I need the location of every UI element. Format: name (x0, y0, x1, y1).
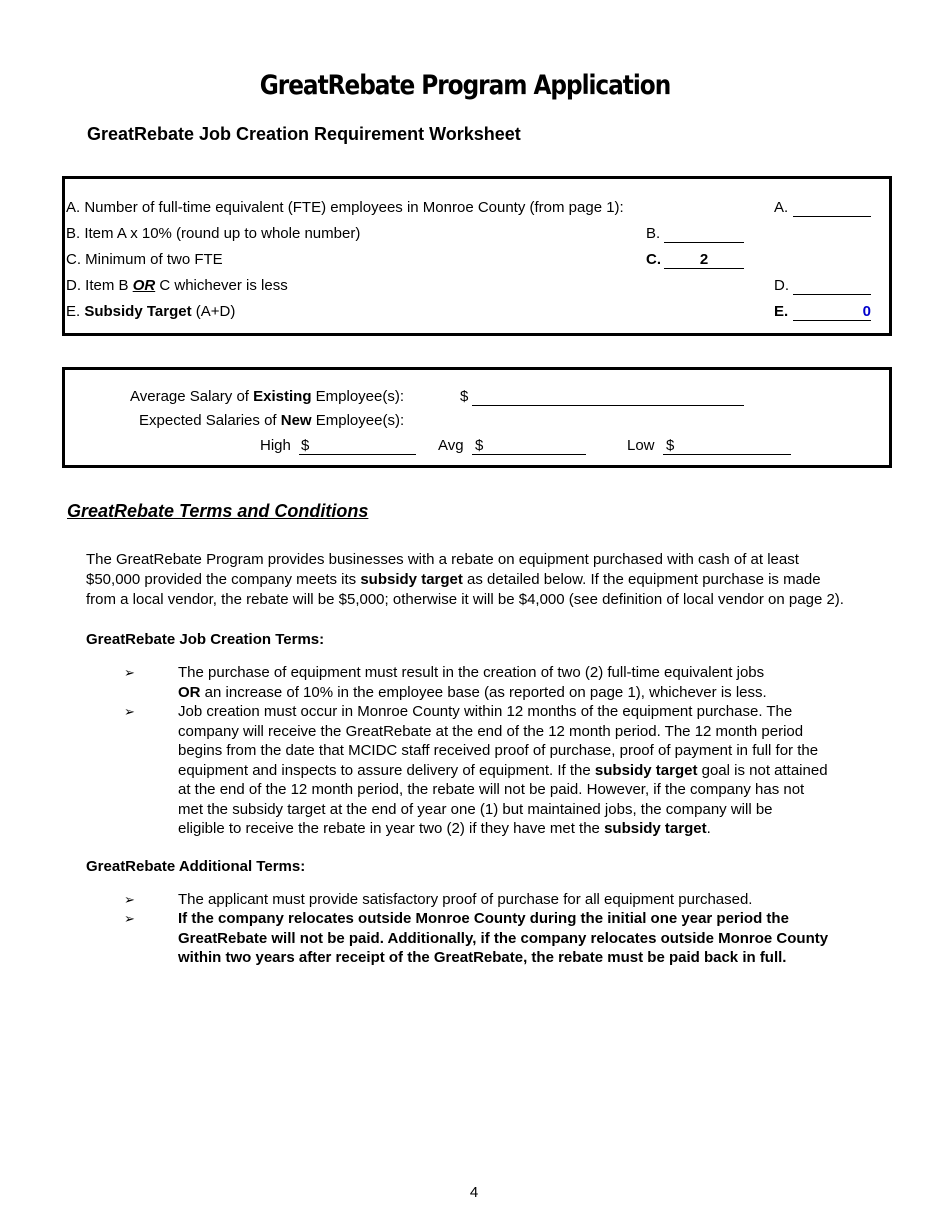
low-label: Low (627, 437, 655, 454)
job-term-2-line-4-a: equipment and inspects to assure delivery of equipment. If the (178, 761, 595, 779)
job-term-1-rest: an increase of 10% in the employee base (as reported on page 1), whichever is less. (200, 683, 767, 701)
row-e-text (66, 303, 235, 321)
additional-term-2-line-1: If the company relocates outside Monroe County during the initial one year period the (178, 910, 789, 927)
job-term-2-line-7-c: . (706, 820, 711, 837)
row-b-input[interactable] (664, 225, 744, 243)
avg-label: Avg (438, 437, 464, 454)
existing-salary-label (130, 388, 404, 406)
low-salary-input[interactable] (663, 437, 791, 455)
page-number: 4 (469, 1184, 479, 1201)
job-creation-heading: GreatRebate Job Creation Terms: (86, 631, 325, 648)
row-d-prefix: D. Item B (66, 277, 133, 294)
bullet-icon: ➢ (124, 892, 135, 907)
intro-line-2 (86, 570, 886, 590)
row-d-suffix: C whichever is less (155, 277, 288, 294)
job-term-2-subsidy-target-2: subsidy target (604, 820, 707, 837)
intro-line-1: The GreatRebate Program provides businesses with a rebate on equipment purchased with cash of at least (86, 551, 799, 568)
high-dollar-sign: $ (301, 437, 310, 454)
existing-salary-input[interactable] (472, 388, 744, 406)
row-a-field-label: A. (774, 199, 789, 216)
high-salary-input[interactable] (299, 437, 416, 455)
intro-line-2-a: $50,000 provided the company meets its (86, 571, 361, 588)
subsidy-target-value[interactable]: 0 (793, 303, 871, 321)
row-e-prefix: E. (66, 303, 85, 320)
intro-paragraph (86, 550, 886, 610)
job-term-2-line-4 (178, 761, 868, 781)
existing-dollar-sign: $ (460, 388, 469, 405)
bullet-icon: ➢ (124, 704, 135, 719)
job-term-2-line-4-c: goal is not attained (697, 761, 828, 779)
row-c-input[interactable]: 2 (664, 251, 744, 269)
row-d-text (66, 277, 288, 295)
row-d-field-label: D. (774, 277, 789, 294)
low-dollar-sign: $ (666, 437, 675, 454)
high-label: High (260, 437, 291, 454)
job-term-2-line-7 (178, 819, 868, 839)
existing-suffix: Employee(s): (311, 388, 405, 405)
intro-line-2-c: as detailed below. If the equipment purchase is made (462, 571, 821, 588)
job-term-1-line-2 (178, 683, 868, 703)
row-b-text: B. Item A x 10% (round up to whole number) (66, 225, 361, 242)
existing-bold: Existing (253, 388, 312, 405)
new-salary-label (139, 412, 404, 430)
job-term-2 (178, 702, 868, 839)
additional-term-2-line-3: within two years after receipt of the GreatRebate, the rebate must be paid back in full. (178, 949, 787, 966)
page-title: GreatRebate Program Application (259, 70, 671, 101)
bullet-icon: ➢ (124, 911, 135, 926)
row-c-field-label: C. (646, 251, 661, 268)
row-e-bold: Subsidy Target (84, 303, 192, 320)
terms-heading: GreatRebate Terms and Conditions (67, 501, 369, 521)
new-prefix: Expected Salaries of (139, 412, 281, 429)
additional-term-2-line-2: GreatRebate will not be paid. Additionally, if the company relocates outside Monroe County (178, 929, 829, 947)
row-e-suffix: (A+D) (191, 303, 236, 320)
job-term-2-line-6: met the subsidy target at the end of year one (1) but maintained jobs, the company will be (178, 800, 773, 818)
job-term-1-or: OR (178, 683, 201, 701)
row-d-or-emphasis: OR (132, 277, 156, 294)
intro-subsidy-target: subsidy target (360, 571, 463, 588)
row-a-text: A. Number of full-time equivalent (FTE) employees in Monroe County (from page 1): (66, 199, 624, 216)
row-e-field-label: E. (774, 303, 789, 320)
job-term-2-line-2: company will receive the GreatRebate at the end of the 12 month period. The 12 month period (178, 722, 804, 740)
job-term-2-line-3: begins from the date that MCIDC staff received proof of purchase, proof of payment in full for the (178, 742, 819, 759)
job-term-2-line-7-a: eligible to receive the rebate in year two (2) if they have met the (178, 820, 605, 837)
avg-dollar-sign: $ (475, 437, 484, 454)
intro-line-3: from a local vendor, the rebate will be $5,000; otherwise it will be $4,000 (see definition of local vendor on page 2). (86, 591, 844, 608)
row-a-input[interactable] (793, 199, 871, 217)
job-term-2-subsidy-target: subsidy target (594, 761, 698, 779)
job-term-2-line-5: at the end of the 12 month period, the rebate will not be paid. However, if the company has not (178, 781, 805, 798)
job-term-2-line-1: Job creation must occur in Monroe County within 12 months of the equipment purchase. The (178, 703, 793, 720)
avg-salary-input[interactable] (472, 437, 586, 455)
bullet-icon: ➢ (124, 665, 135, 680)
new-bold: New (280, 412, 312, 429)
existing-prefix: Average Salary of (130, 388, 254, 405)
new-suffix: Employee(s): (311, 412, 405, 429)
job-term-1 (178, 663, 868, 702)
additional-term-2 (178, 909, 868, 968)
additional-term-1: The applicant must provide satisfactory proof of purchase for all equipment purchased. (178, 891, 753, 908)
worksheet-subtitle: GreatRebate Job Creation Requirement Worksheet (87, 124, 521, 144)
row-b-field-label: B. (646, 225, 661, 242)
job-term-1-line-1: The purchase of equipment must result in the creation of two (2) full-time equivalent jobs (178, 664, 765, 681)
additional-terms-heading: GreatRebate Additional Terms: (86, 858, 306, 875)
row-c-text: C. Minimum of two FTE (66, 251, 223, 268)
row-d-input[interactable] (793, 277, 871, 295)
